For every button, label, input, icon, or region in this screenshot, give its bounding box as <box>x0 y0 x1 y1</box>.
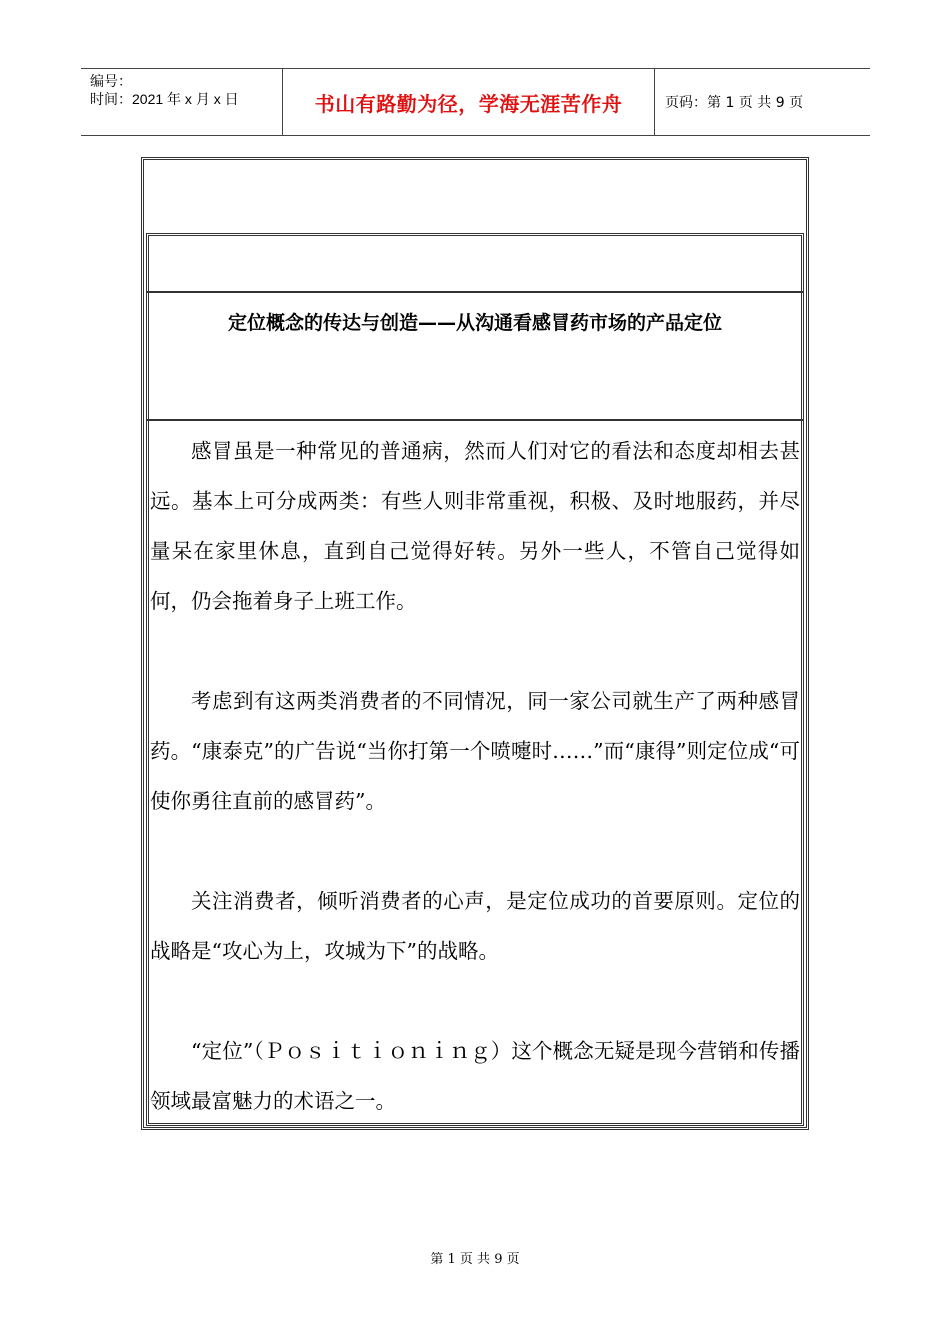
header-motto-cell <box>283 69 655 135</box>
title-bottom-divider <box>146 419 804 421</box>
page-footer: 第 1 页 共 9 页 <box>430 1252 520 1267</box>
header-meta <box>81 69 283 135</box>
title-top-divider <box>146 291 804 293</box>
article-paragraph-1: 感冒虽是一种常见的普通病，然而人们对它的看法和态度却相去甚远。基本上可分成两类：有些人则非常重视，积极、及时地服药，并尽量呆在家里休息，直到自己觉得好转。另外一些人，不管自己觉得如何，仍会拖着身子上班工作。 <box>150 439 800 613</box>
article-title: 定位概念的传达与创造——从沟通看感冒药市场的产品定位 <box>227 312 722 334</box>
header-page-info: 页码：第 1 页 共 9 页 <box>665 95 804 111</box>
document-header <box>81 68 870 136</box>
article-paragraph-2: 考虑到有这两类消费者的不同情况，同一家公司就生产了两种感冒药。“康泰克”的广告说“当你打第一个喷嚏时……”而“康得”则定位成“可使你勇往直前的感冒药”。 <box>150 689 800 813</box>
article-paragraph-3: 关注消费者，倾听消费者的心声，是定位成功的首要原则。定位的战略是“攻心为上，攻城为下”的战略。 <box>150 889 800 963</box>
document-number-label: 编号： <box>90 73 132 89</box>
article-paragraph-4: “定位”（Ｐｏｓｉｔｉｏｎｉｎｇ）这个概念无疑是现今营销和传播领域最富魅力的术语之一。 <box>150 1039 800 1113</box>
header-motto: 书山有路勤为径，学海无涯苦作舟 <box>314 91 623 116</box>
document-time-label: 时间：2021 年 x 月 x 日 <box>90 91 239 107</box>
